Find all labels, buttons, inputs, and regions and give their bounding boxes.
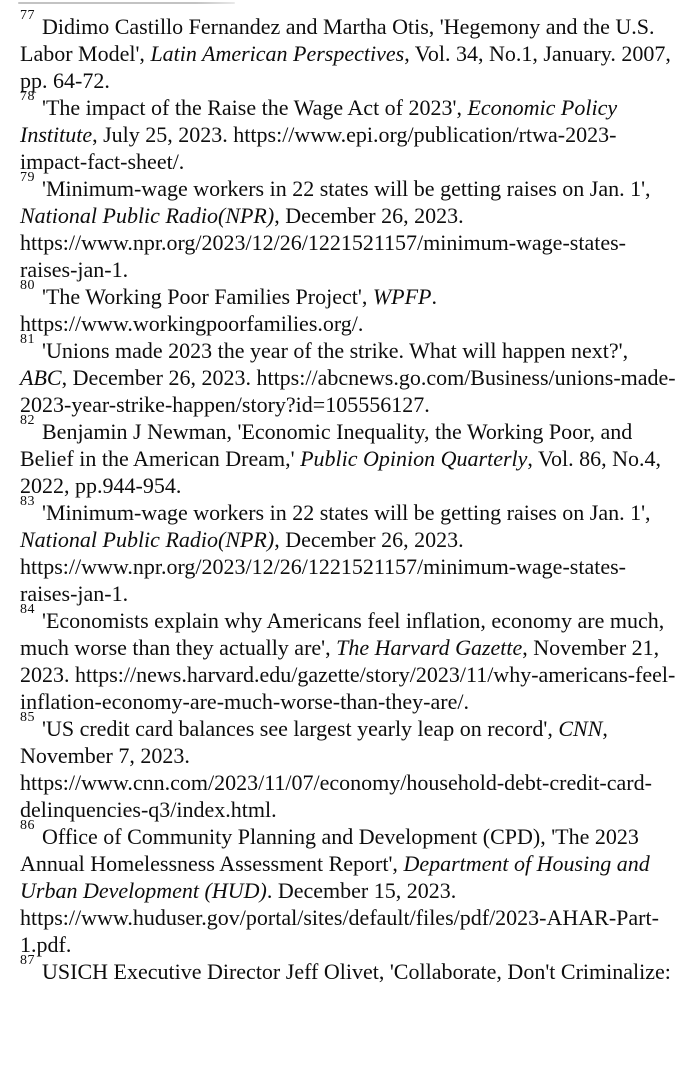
- citation-text: Benjamin J Newman, 'Economic Inequality, the Working Poor, and Belief in the American Dream,': [20, 419, 633, 471]
- footnote-separator-rule: [18, 2, 235, 4]
- footnote-87: [20, 952, 678, 985]
- citation-url: https://www.epi.org/publication/rtwa-2023-impact-fact-sheet/.: [20, 122, 617, 174]
- footnote-81: [20, 331, 678, 418]
- citation-text: 'Unions made 2023 the year of the strike. What will happen next?',: [42, 338, 629, 363]
- footnote-number: 77: [20, 7, 35, 23]
- citation-text: 'Minimum-wage workers in 22 states will be getting raises on Jan. 1',: [42, 500, 651, 525]
- citation-text: , July 25, 2023.: [92, 122, 234, 147]
- footnote-number: 80: [20, 277, 35, 293]
- footnote-83: [20, 493, 678, 607]
- footnote-number: 85: [20, 709, 35, 725]
- footnotes-list: [20, 7, 678, 985]
- citation-url: https://www.huduser.gov/portal/sites/default/files/pdf/2023-AHAR-Part-1.pdf.: [20, 905, 659, 957]
- citation-text: Office of Community Planning and Development (CPD), 'The 2023 Annual Homelessness Assessment Report',: [20, 824, 639, 876]
- citation-work-title: Latin American Perspectives: [150, 41, 405, 66]
- footnote-82: [20, 412, 678, 499]
- citation-work-title: Economic Policy Institute: [20, 95, 618, 147]
- footnote-number: 79: [20, 169, 35, 185]
- citation-work-title: CNN: [558, 716, 603, 741]
- footnote-78: [20, 88, 678, 175]
- citation-text: , November 21, 2023.: [20, 635, 660, 687]
- citation-text: , Vol. 34, No.1, January. 2007, pp. 64-72.: [20, 41, 671, 93]
- citation-work-title: National Public Radio(NPR): [20, 203, 275, 228]
- citation-work-title: WPFP: [372, 284, 432, 309]
- citation-work-title: Public Opinion Quarterly: [300, 446, 528, 471]
- citation-text: , December 26, 2023.: [274, 203, 464, 228]
- citation-text: .: [431, 284, 437, 309]
- footnote-77: [20, 7, 678, 94]
- citation-url: https://abcnews.go.com/Business/unions-made-2023-year-strike-happen/story?id=105556127.: [20, 365, 676, 417]
- citation-text: , December 26, 2023.: [274, 527, 464, 552]
- footnote-number: 87: [20, 952, 35, 968]
- citation-url: https://www.cnn.com/2023/11/07/economy/household-debt-credit-card-delinquencies-q3/index.html.: [20, 770, 652, 822]
- citation-url: https://www.workingpoorfamilies.org/.: [20, 311, 364, 336]
- footnote-79: [20, 169, 678, 283]
- citation-work-title: The Harvard Gazette: [336, 635, 523, 660]
- citation-url: https://www.npr.org/2023/12/26/1221521157/minimum-wage-states-raises-jan-1.: [20, 230, 626, 282]
- footnote-84: [20, 601, 678, 715]
- citation-text: Didimo Castillo Fernandez and Martha Otis, 'Hegemony and the U.S. Labor Model',: [20, 14, 655, 66]
- citation-text: , Vol. 86, No.4, 2022, pp.944-954.: [20, 446, 662, 498]
- footnote-number: 81: [20, 331, 35, 347]
- citation-text: 'Minimum-wage workers in 22 states will be getting raises on Jan. 1',: [42, 176, 651, 201]
- citation-text: , November 7, 2023.: [20, 716, 608, 768]
- citation-text: , December 26, 2023.: [61, 365, 257, 390]
- citation-text: . December 15, 2023.: [266, 878, 457, 903]
- citation-text: 'The Working Poor Families Project',: [42, 284, 373, 309]
- citation-work-title: ABC: [20, 365, 62, 390]
- citation-text: 'The impact of the Raise the Wage Act of 2023',: [42, 95, 468, 120]
- footnote-number: 78: [20, 88, 35, 104]
- citation-text: 'Economists explain why Americans feel inflation, economy are much, much worse than they actually are',: [20, 608, 665, 660]
- footnote-85: [20, 709, 678, 823]
- citation-url: https://news.harvard.edu/gazette/story/2023/11/why-americans-feel-inflation-economy-are-much-worse-than-they-are/.: [20, 662, 676, 714]
- footnote-number: 83: [20, 493, 35, 509]
- citation-url: https://www.npr.org/2023/12/26/1221521157/minimum-wage-states-raises-jan-1.: [20, 554, 626, 606]
- citation-text: 'US credit card balances see largest yearly leap on record',: [42, 716, 559, 741]
- citation-text: USICH Executive Director Jeff Olivet, 'Collaborate, Don't Criminalize:: [42, 959, 671, 984]
- footnote-86: [20, 817, 678, 958]
- citation-work-title: National Public Radio(NPR): [20, 527, 275, 552]
- footnote-number: 86: [20, 817, 35, 833]
- footnote-number: 82: [20, 412, 35, 428]
- citation-work-title: Department of Housing and Urban Development (HUD): [20, 851, 650, 903]
- footnote-number: 84: [20, 601, 35, 617]
- footnote-80: [20, 277, 678, 337]
